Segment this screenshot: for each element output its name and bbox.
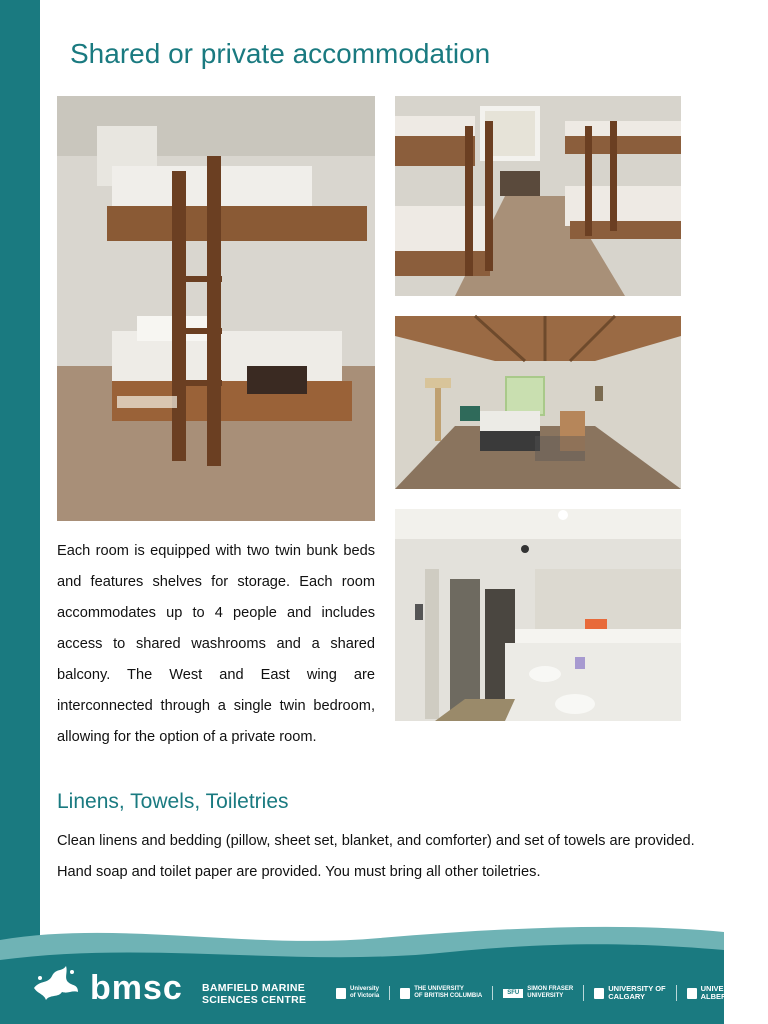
partner-ualberta: UNIVERSITY OF ALBERTA (676, 985, 768, 1001)
uvic-crest-icon (336, 988, 346, 999)
section-heading-linens: Linens, Towels, Toiletries (57, 790, 289, 813)
sfu-box-icon: SFU (503, 989, 523, 998)
partner-uvic: University of Victoria (326, 986, 389, 1000)
room-description: Each room is equipped with two twin bunk beds and features shelves for storage. Each room accommodates up to 4 people and includes access to shared washrooms and a shared balcony. The West and East wing are interconnected through a single twin bedroom, allowing for the option of a private room. (57, 543, 375, 745)
page-title: Shared or private accommodation (70, 38, 491, 69)
bmsc-logo-icon (28, 958, 82, 1008)
brand-logotype: bmsc (90, 969, 183, 1007)
brand-line-1: BAMFIELD MARINE (202, 982, 306, 994)
bunk-bed-photo (57, 96, 375, 521)
partner-sfu: SFU SIMON FRASER UNIVERSITY (492, 986, 583, 1000)
left-accent-bar (0, 0, 40, 1024)
washroom-photo (395, 509, 681, 721)
ubc-crest-icon (400, 988, 410, 999)
private-room-photo (395, 316, 681, 489)
ualberta-crest-icon (687, 988, 697, 999)
dorm-room-photo (395, 96, 681, 296)
brand-subtitle (202, 982, 306, 1006)
partner-ucalgary: UNIVERSITY OF CALGARY (583, 985, 675, 1001)
partner-logos (326, 985, 768, 1001)
linens-description: Clean linens and bedding (pillow, sheet set, blanket, and comforter) and set of towels are provided. Hand soap and toilet paper are provided. You must bring all other toiletries. (57, 833, 695, 880)
brand-line-2: SCIENCES CENTRE (202, 994, 307, 1006)
partner-ubc: THE UNIVERSITY OF BRITISH COLUMBIA (389, 986, 492, 1000)
ucalgary-crest-icon (594, 988, 604, 999)
